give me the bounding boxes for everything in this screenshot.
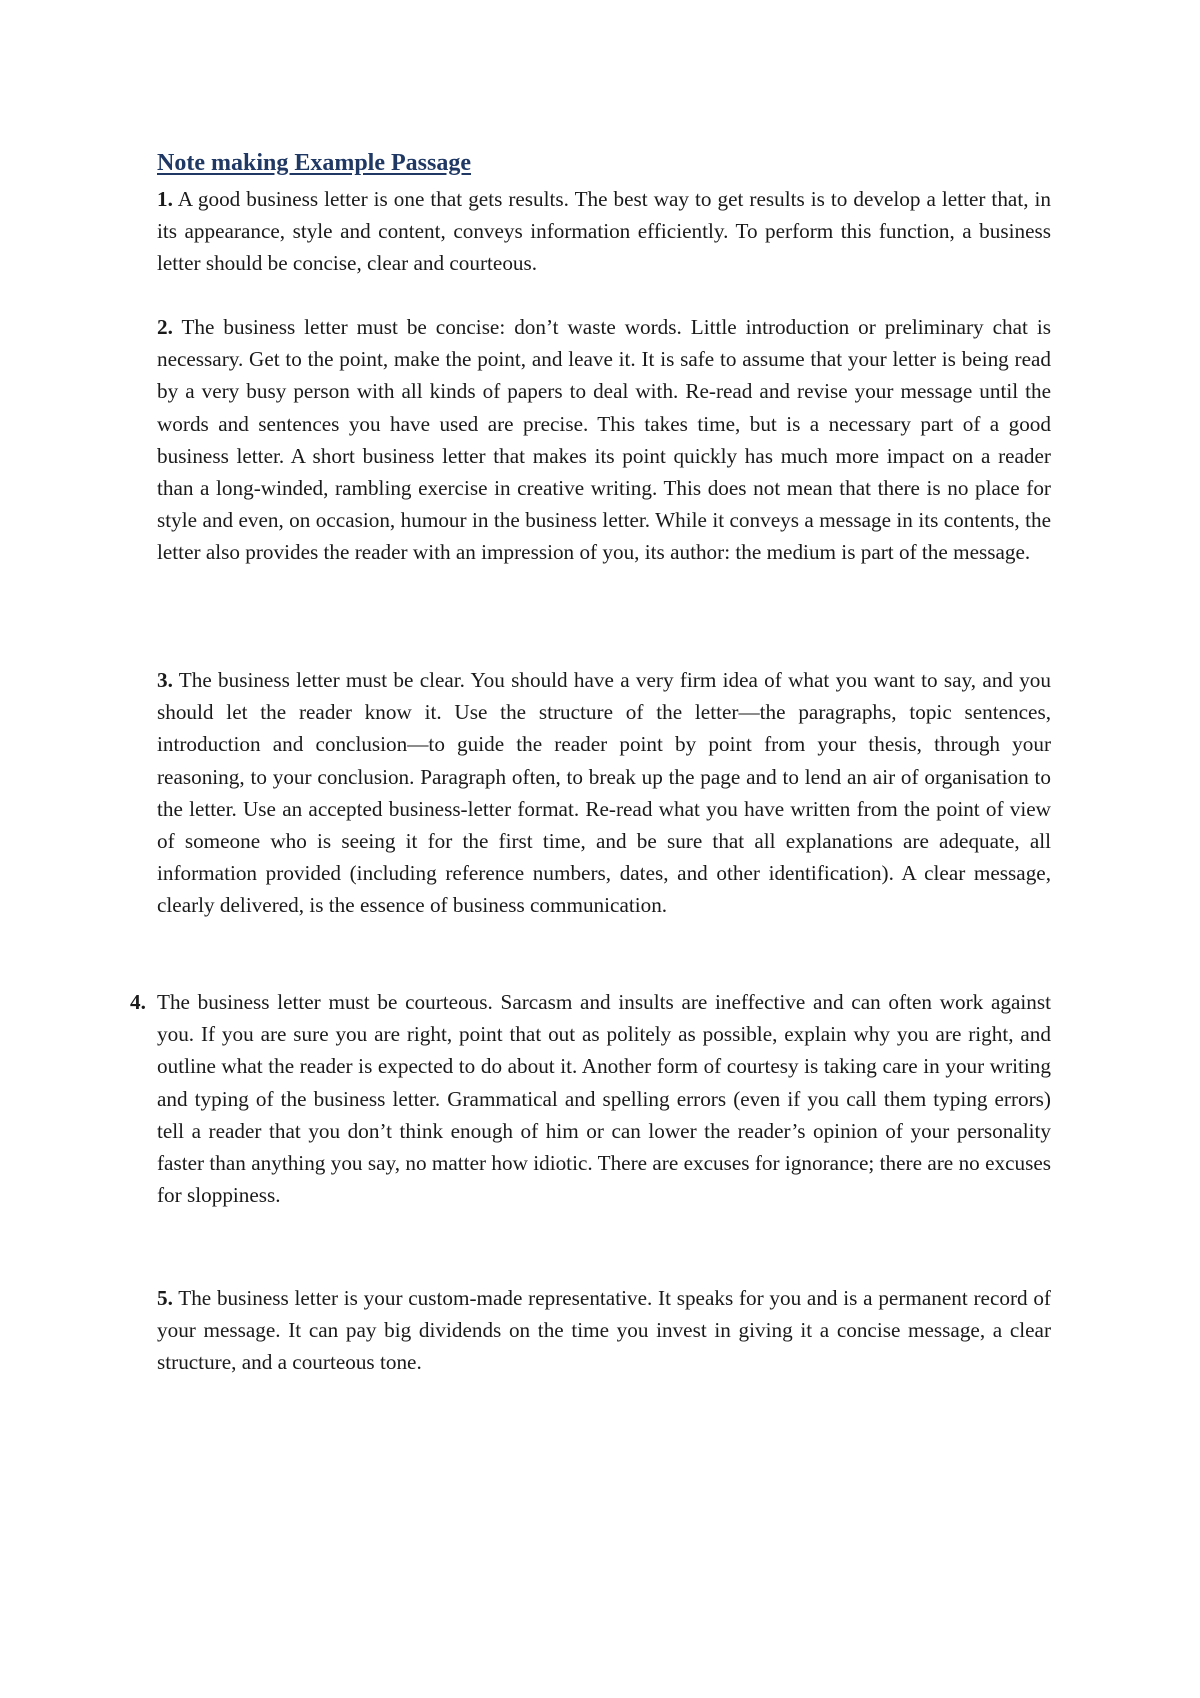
paragraph-3 (157, 664, 1051, 922)
paragraph-2 (157, 311, 1051, 569)
paragraph-number: 2. (157, 315, 173, 339)
paragraph-text: The business letter must be clear. You should have a very firm idea of what you want to say, and you should let the reader know it. Use the structure of the letter—the paragraphs, topic sentences, introduction and conclusion—to guide the reader point by point from your thesis, through your reasoning, to your conclusion. Paragraph often, to break up the page and to lend an air of organisation to the letter. Use an accepted business-letter format. Re-read what you have written from the point of view of someone who is seeing it for the first time, and be sure that all explanations are adequate, all information provided (including reference numbers, dates, and other identification). A clear message, clearly delivered, is the essence of business communication. (157, 668, 1051, 918)
paragraph-5 (157, 1282, 1051, 1379)
paragraph-number: 1. (157, 187, 173, 211)
paragraph-1 (157, 183, 1051, 280)
paragraph-text: A good business letter is one that gets results. The best way to get results is to develop a letter that, in its appearance, style and content, conveys information efficiently. To perform this function, a business letter should be concise, clear and courteous. (157, 187, 1051, 276)
paragraph-number: 5. (157, 1286, 173, 1310)
paragraph-text: The business letter must be courteous. Sarcasm and insults are ineffective and can often work against you. If you are sure you are right, point that out as politely as possible, explain why you are right, and outline what the reader is expected to do about it. Another form of courtesy is taking care in your writing and typing of the business letter. Grammatical and spelling errors (even if you call them typing errors) tell a reader that you don’t think enough of him or can lower the reader’s opinion of your personality faster than anything you say, no matter how idiotic. There are excuses for ignorance; there are no excuses for sloppiness. (157, 990, 1051, 1208)
paragraph-number: 3. (157, 668, 173, 692)
paragraph-number: 4. (130, 990, 146, 1014)
page-title: Note making Example Passage (157, 150, 471, 176)
paragraph-text: The business letter is your custom-made representative. It speaks for you and is a permanent record of your message. It can pay big dividends on the time you invest in giving it a concise message, a clear structure, and a courteous tone. (157, 1286, 1051, 1375)
paragraph-4 (130, 986, 1051, 1211)
paragraph-text: The business letter must be concise: don’t waste words. Little introduction or preliminary chat is necessary. Get to the point, make the point, and leave it. It is safe to assume that your letter is being read by a very busy person with all kinds of papers to deal with. Re-read and revise your message until the words and sentences you have used are precise. This takes time, but is a necessary part of a good business letter. A short business letter that makes its point quickly has much more impact on a reader than a long-winded, rambling exercise in creative writing. This does not mean that there is no place for style and even, on occasion, humour in the business letter. While it conveys a message in its contents, the letter also provides the reader with an impression of you, its author: the medium is part of the message. (157, 315, 1051, 565)
